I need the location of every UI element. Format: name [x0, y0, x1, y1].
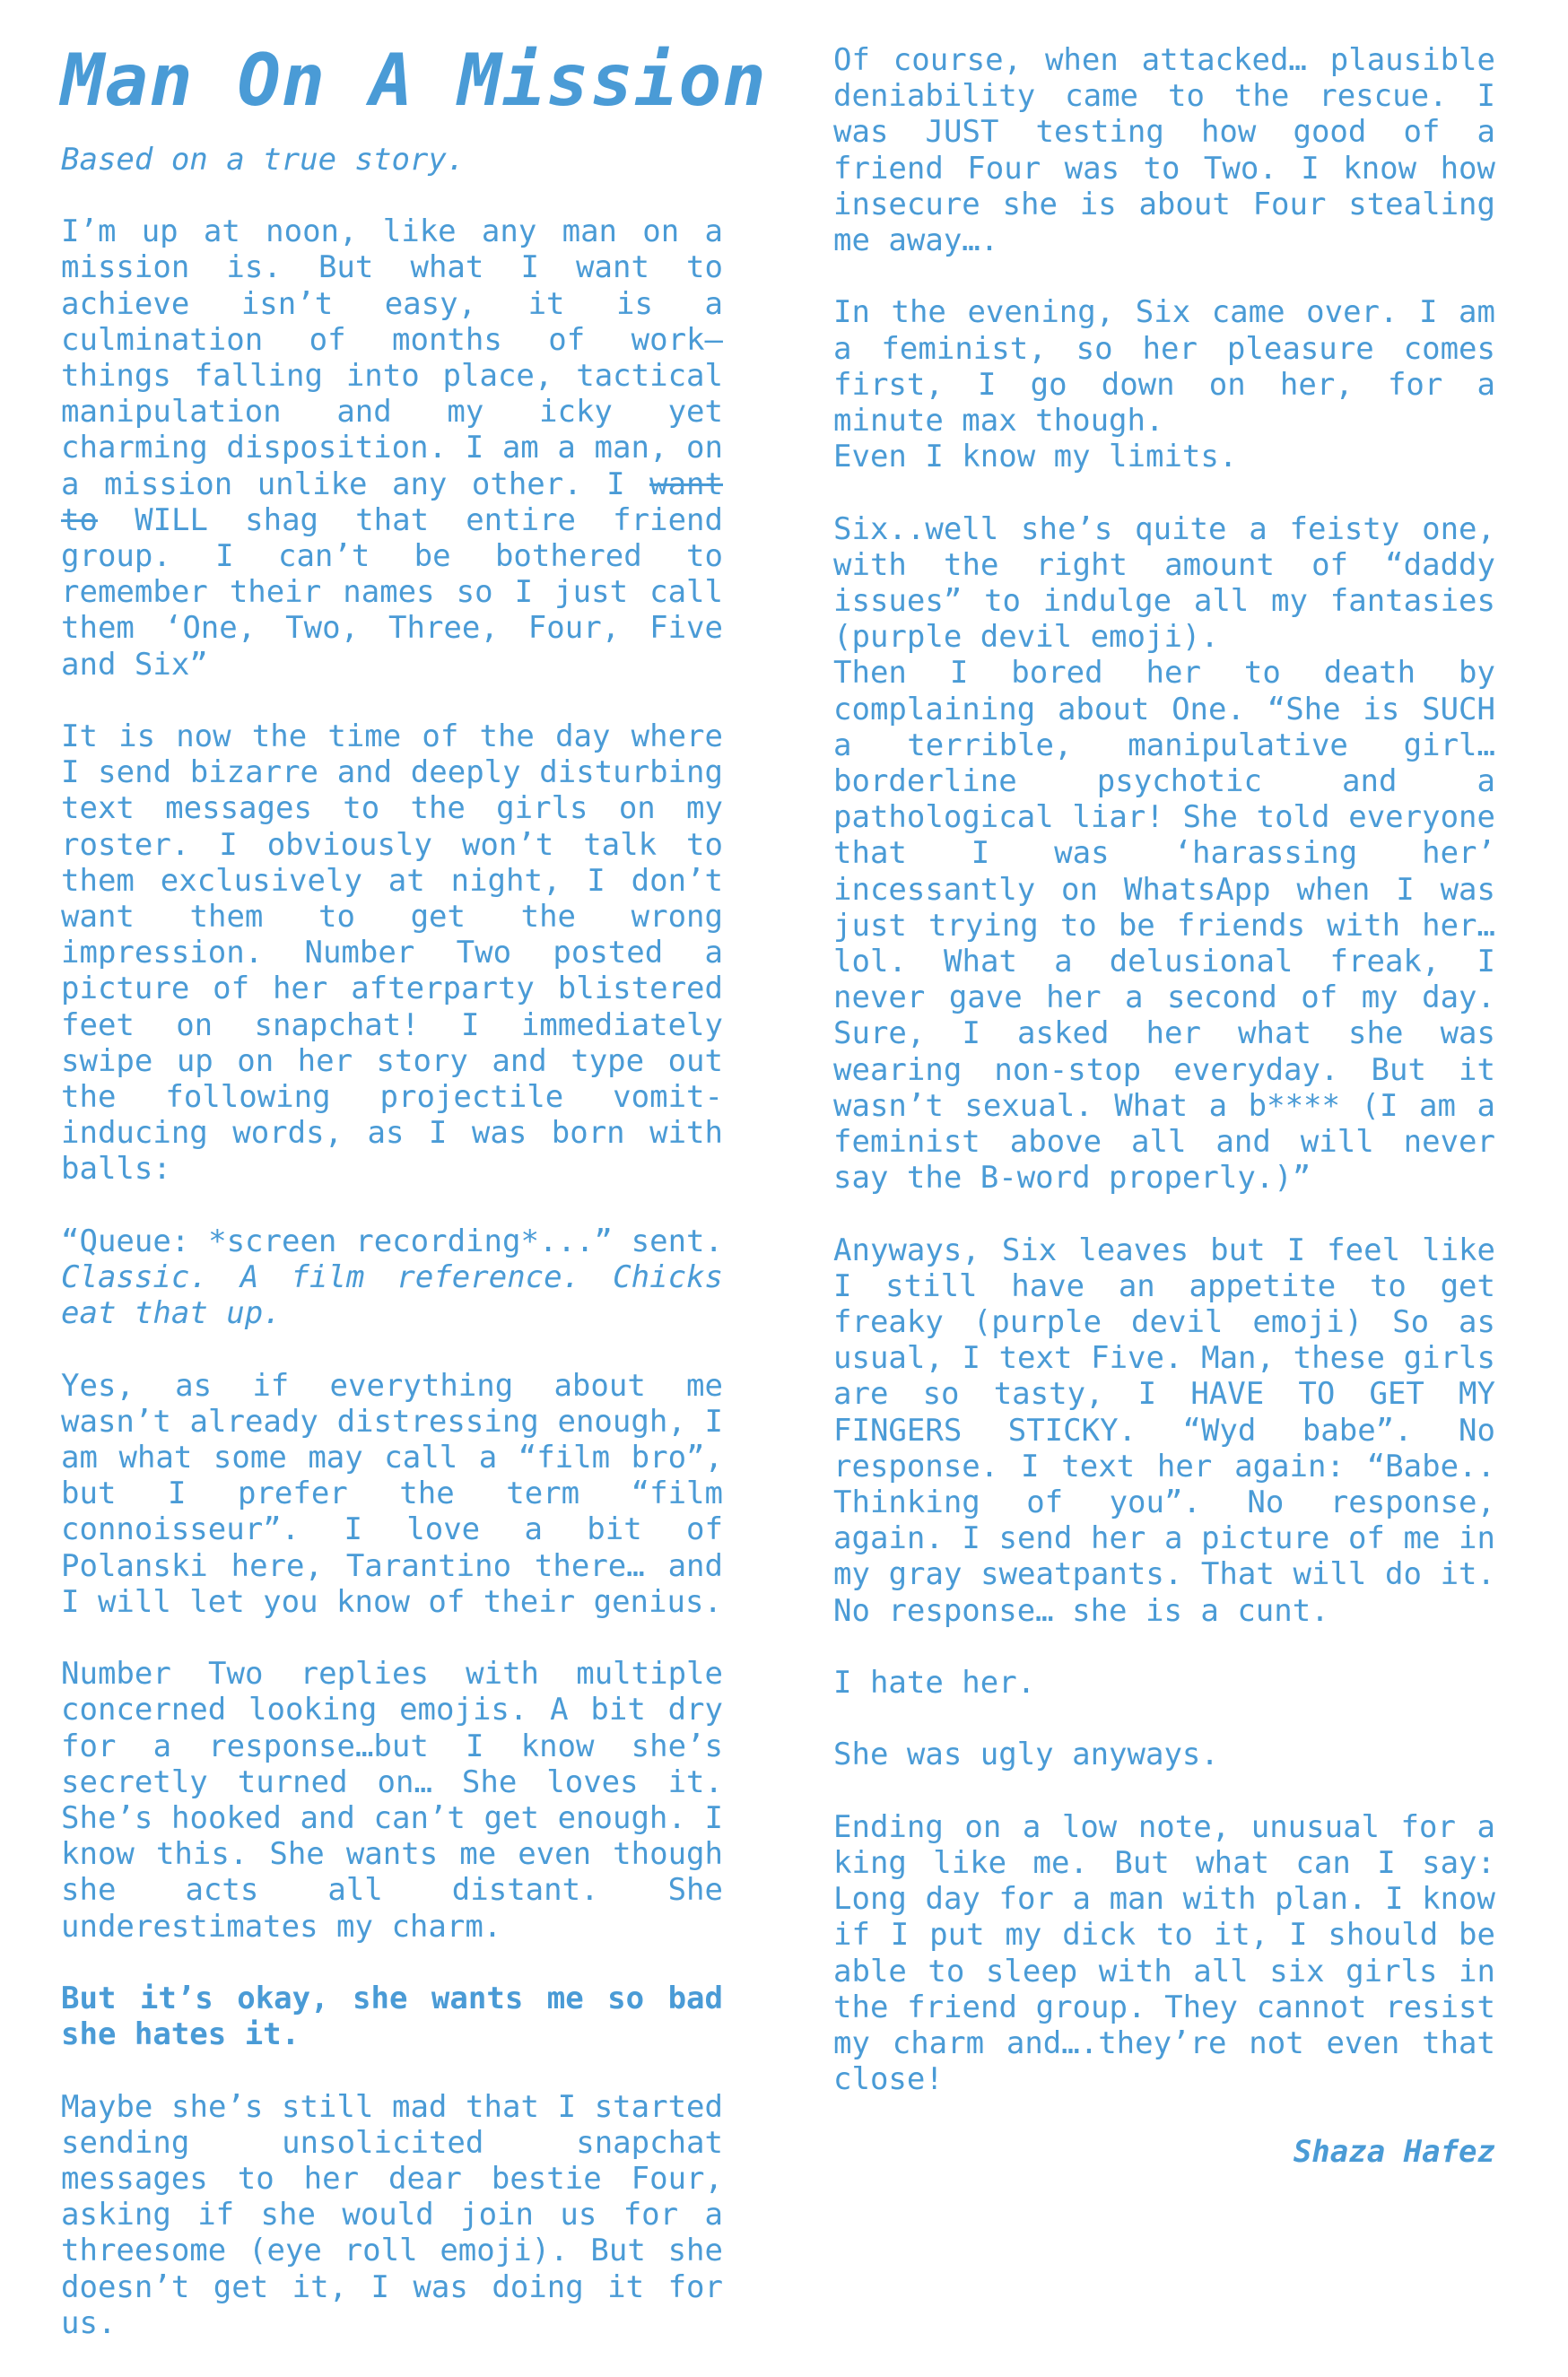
paragraph: Anyways, Six leaves but I feel like I still have an appetite to get freaky (purple devil emoji) So as usual, I text Five. Man, these girls are so tasty, I HAVE TO GET MY FINGERS STICKY. “Wyd babe”. No response. I text her again: “Babe.. Thinking of you”. No response, again. I send her a picture of me in my gray sweatpants. That will do it. No response… she is a cunt.	[833, 1232, 1495, 1629]
left-column	[61, 0, 767, 2377]
italic-aside: Classic. A film reference. Chicks eat that up.	[61, 1259, 723, 1332]
article-subtitle: Based on a true story.	[61, 142, 466, 178]
paragraph: In the evening, Six came over. I am a feminist, so her pleasure comes first, I go down on her, for a minute max though.	[833, 294, 1495, 440]
paragraph: Of course, when attacked… plausible deniability came to the rescue. I was JUST testing how good of a friend Four was to Two. I know how insecure she is about Four stealing me away….	[833, 42, 1495, 259]
paragraph: Yes, as if everything about me wasn’t already distressing enough, I am what some may call a “film bro”, but I prefer the term “film connoisseur”. I love a bit of Polanski here, Tarantino there… and I will let you know of their genius.	[61, 1367, 723, 1620]
paragraph: Then I bored her to death by complaining about One. “She is SUCH a terrible, manipulative girl… borderline psychotic and a pathological liar! She told everyone that I was ‘harassing her’ incessantly on WhatsApp when I was just trying to be friends with her…lol. What a delusional freak, I never gave her a second of my day. Sure, I asked her what she was wearing non-stop everyday. But it wasn’t sexual. What a b**** (I am a feminist above all and will never say the B-word properly.)”	[833, 655, 1495, 1197]
paragraph: Even I know my limits.	[833, 439, 1238, 475]
paragraph: “Queue: *screen recording*...” sent. Classic. A film reference. Chicks eat that up.	[61, 1223, 723, 1332]
bold-statement: But it’s okay, she wants me so bad she hates it.	[61, 1981, 723, 2053]
paragraph: I hate her.	[833, 1665, 1036, 1702]
right-column	[833, 42, 1495, 2188]
paragraph: Ending on a low note, unusual for a king like me. But what can I say: Long day for a man with plan. I know if I put my dick to it, I should be able to sleep with all six girls in the friend group. They cannot resist my charm and….they’re not even that close!	[833, 1808, 1495, 2098]
struck-text: want to	[61, 466, 723, 538]
paragraph: Maybe she’s still mad that I started sending unsolicited snapchat messages to her dear bestie Four, asking if she would join us for a threesome (eye roll emoji). But she doesn’t get it, I was doing it for us.	[61, 2088, 723, 2341]
paragraph: I’m up at noon, like any man on a mission is. But what I want to achieve isn’t easy, it is a culmination of months of work– things falling into place, tactical manipulation and my icky yet charming disposition. I am a man, on a mission unlike any other. I want to WILL shag that entire friend group. I can’t be bothered to remember their names so I just call them ‘One, Two, Three, Four, Five and Six”	[61, 213, 723, 683]
article-title: Man On A Mission	[61, 39, 767, 122]
paragraph: Number Two replies with multiple concerned looking emojis. A bit dry for a response…but I know she’s secretly turned on… She loves it. She’s hooked and can’t get enough. I know this. She wants me even though she acts all distant. She underestimates my charm.	[61, 1656, 723, 1945]
author-line	[833, 2134, 1495, 2188]
author-name: Shaza Hafez	[1293, 2133, 1495, 2170]
paragraph: Six..well she’s quite a feisty one, with the right amount of “daddy issues” to indulge all my fantasies (purple devil emoji).	[833, 510, 1495, 656]
paragraph: She was ugly anyways.	[833, 1737, 1219, 1773]
paragraph: It is now the time of the day where I send bizarre and deeply disturbing text messages to the girls on my roster. I obviously won’t talk to them exclusively at night, I don’t want them to get the wrong impression. Number Two posted a picture of her afterparty blistered feet on snapchat! I immediately swipe up on her story and type out the following projectile vomit-inducing words, as I was born with balls:	[61, 718, 723, 1188]
